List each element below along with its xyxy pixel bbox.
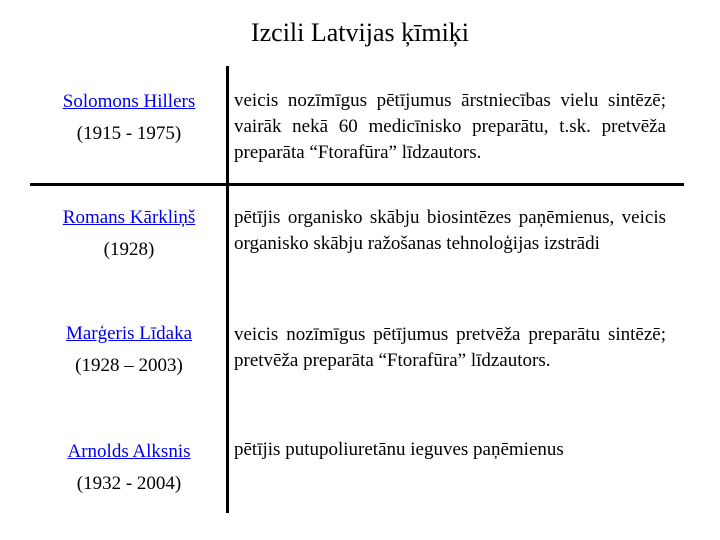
chemist-description: veicis nozīmīgus pētījumus ārstniecības vielu sintēzē; vairāk nekā 60 medicīnisko preparātu, t.sk. pretvēža preparāta “Ftorafūra” līdzautors. [234,90,666,163]
chemist-name-cell [36,202,222,266]
chemist-description: pētījis organisko skābju biosintēzes paņēmienus, veicis organisko skābju ražošanas tehnoloģijas izstrādi [234,207,666,254]
chemist-years: (1928 – 2003) [75,355,183,376]
chemist-name-link[interactable]: Arnolds Alksnis [67,441,191,462]
chemist-name-cell [36,86,222,150]
chemist-description: veicis nozīmīgus pētījumus pretvēža preparātu sintēzē; pretvēža preparāta “Ftorafūra” līdzautors. [234,324,666,371]
chemist-years: (1932 - 2004) [76,473,182,494]
chemist-name-link[interactable]: Romans Kārkliņš [62,207,196,228]
page-title: Izcili Latvijas ķīmiķi [250,18,470,47]
column-divider [226,66,229,513]
chemist-name-cell [36,318,222,382]
chemist-years: (1915 - 1975) [76,123,182,144]
chemist-description: pētījis putupoliuretānu ieguves paņēmienus [234,439,564,460]
chemist-name-link[interactable]: Solomons Hillers [62,91,196,112]
row-divider [30,183,684,186]
chemist-name-cell [36,436,222,500]
chemist-name-link[interactable]: Marģeris Līdaka [65,323,193,344]
chemist-years: (1928) [103,239,155,260]
